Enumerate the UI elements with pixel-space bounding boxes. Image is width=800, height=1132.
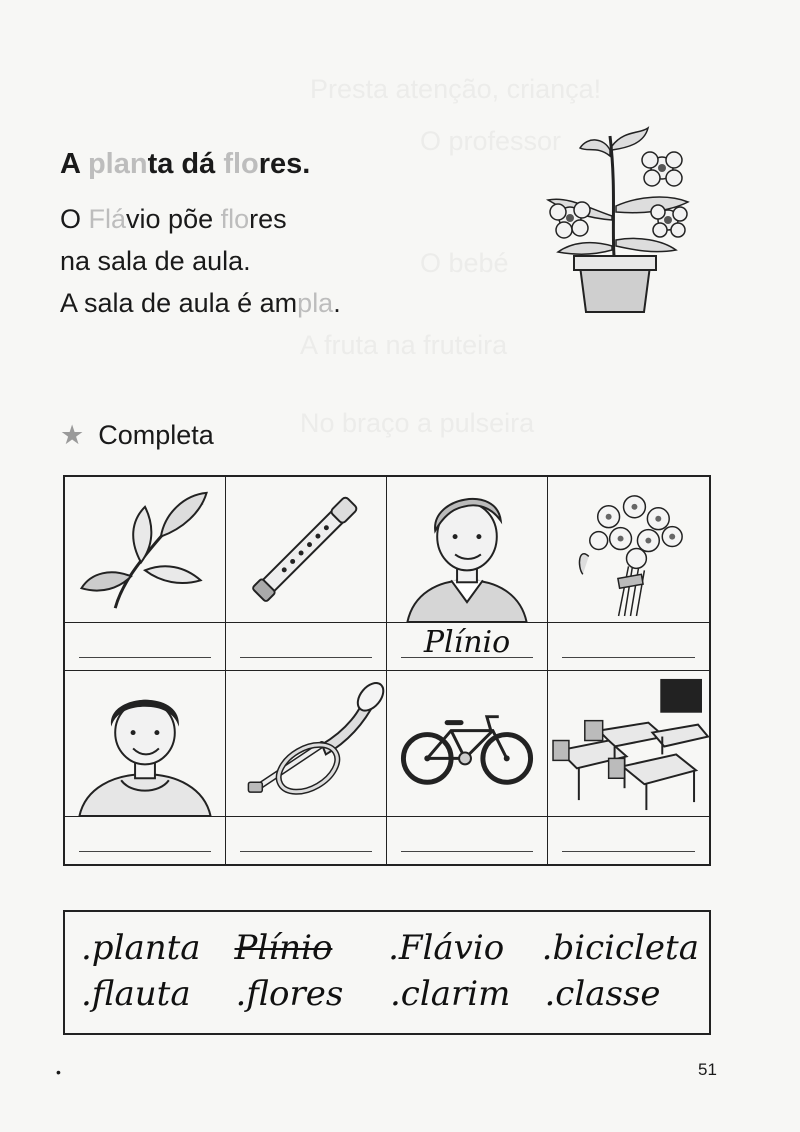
image-cell — [548, 477, 709, 623]
word-bank-row — [81, 974, 699, 1014]
sentence-1: O Flávio põe flores — [60, 204, 287, 234]
word-bank-item: .flauta — [81, 974, 191, 1014]
show-through-text: O professor — [420, 126, 562, 156]
show-through-text: A fruta na fruteira — [300, 330, 508, 360]
picture-grid — [63, 475, 711, 866]
boy-curly-hair-icon — [65, 671, 225, 816]
show-through-text: No braço a pulseira — [300, 408, 535, 438]
answer-cell[interactable] — [387, 817, 548, 864]
bicycle-icon — [387, 671, 547, 816]
answer-cell-filled[interactable] — [387, 623, 548, 671]
image-cell — [387, 477, 548, 623]
show-through-text: Presta atenção, criança! — [310, 74, 602, 104]
answer-line — [79, 656, 210, 658]
potted-plant-icon — [528, 116, 700, 314]
word-bank-item-used: Plínio — [234, 928, 333, 968]
word-bank-item: .classe — [544, 974, 661, 1014]
image-cell — [226, 671, 387, 817]
instruction: ★ Completa — [60, 420, 214, 450]
bugle-icon — [226, 671, 386, 816]
answer-line — [79, 850, 210, 852]
flute-icon — [226, 477, 386, 622]
footer-mark: • — [56, 1064, 61, 1080]
word-bank-item: .bicicleta — [541, 928, 699, 968]
sentence-2: na sala de aula. — [60, 246, 251, 276]
answer-cell[interactable] — [65, 817, 226, 864]
answer-cell[interactable] — [226, 623, 387, 671]
image-cell — [548, 671, 709, 817]
filled-answer: Plínio — [423, 625, 511, 660]
word-bank — [63, 910, 711, 1035]
word-bank-row — [81, 928, 699, 968]
classroom-desks-icon — [548, 671, 709, 816]
image-cell — [387, 671, 548, 817]
plant-branch-icon — [65, 477, 225, 622]
answer-line — [240, 656, 371, 658]
word-bank-item: .planta — [81, 928, 201, 968]
lesson-title: A planta dá flores. — [60, 148, 311, 180]
image-cell — [65, 671, 226, 817]
answer-line — [401, 850, 532, 852]
answer-line — [562, 656, 694, 658]
page-number: 51 — [698, 1060, 717, 1079]
word-bank-item: .flores — [235, 974, 344, 1014]
sentence-3: A sala de aula é ampla. — [60, 288, 341, 318]
boy-icon — [387, 477, 547, 622]
word-bank-item: .Flávio — [388, 928, 505, 968]
answer-cell[interactable] — [226, 817, 387, 864]
answer-cell[interactable] — [65, 623, 226, 671]
answer-line — [240, 850, 371, 852]
answer-line — [562, 850, 694, 852]
image-cell — [65, 477, 226, 623]
show-through-text: O bebé — [420, 248, 509, 278]
star-icon: ★ — [60, 420, 85, 450]
answer-cell[interactable] — [548, 623, 709, 671]
flower-bouquet-icon — [548, 477, 709, 622]
image-cell — [226, 477, 387, 623]
lesson-sentences — [60, 198, 341, 324]
word-bank-item: .clarim — [390, 974, 511, 1014]
answer-cell[interactable] — [548, 817, 709, 864]
